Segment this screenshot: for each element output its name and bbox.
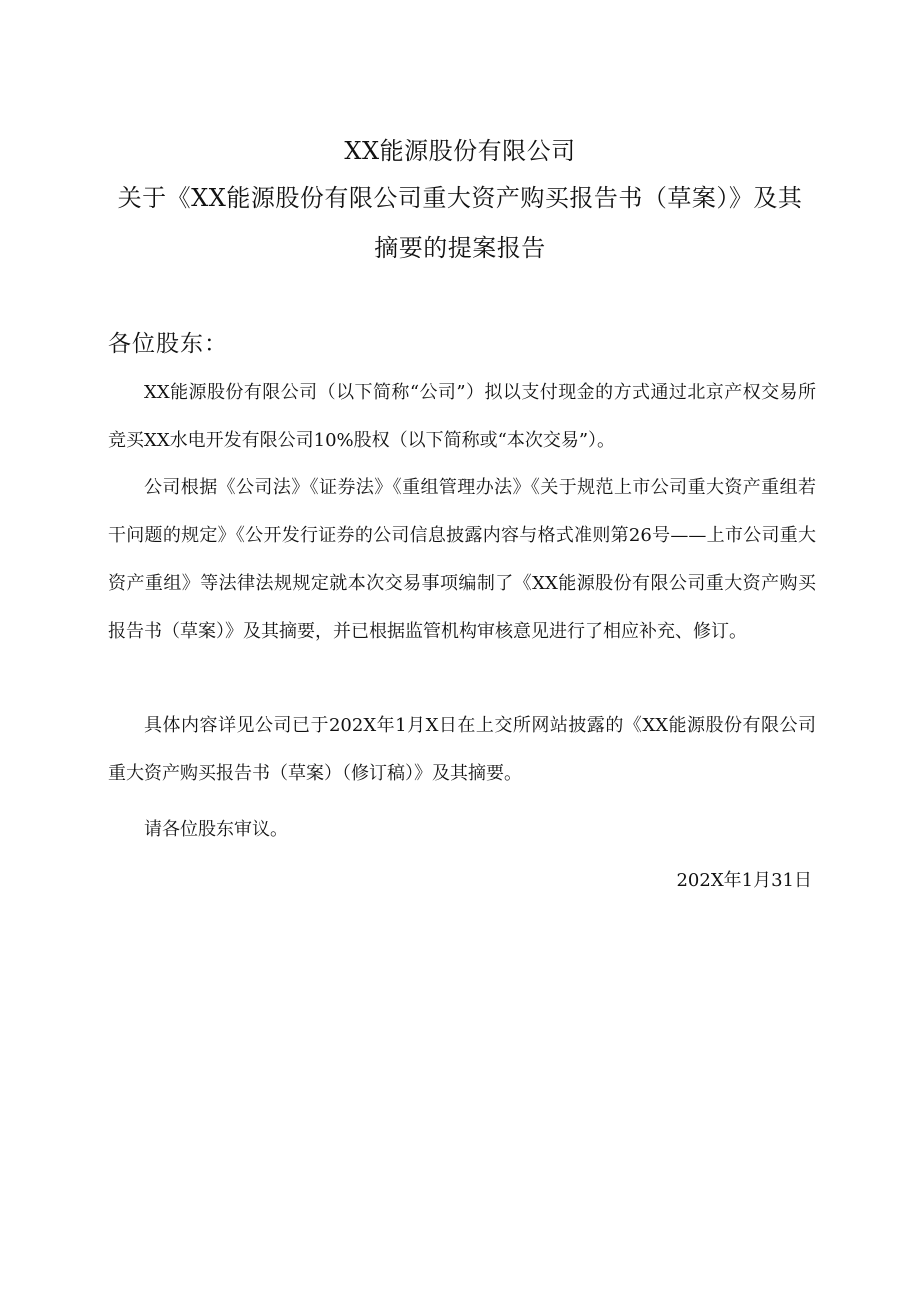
salutation: 各位股东： — [108, 331, 228, 357]
report-title-line-2: 摘要的提案报告 — [374, 234, 546, 262]
paragraph-legal-basis: 公司根据《公司法》《证券法》《重组管理办法》《关于规范上市公司重大资产重组若干问题的规定》《公开发行证券的公司信息披露内容与格式准则第26号——上市公司重大资产重组》等法律法规规定就本次交易事项编制了《XX能源股份有限公司重大资产购买报告书（草案）》及其摘要，并已根据监管机构审核意见进行了相应补充、修订。 — [108, 477, 816, 642]
paragraph-transaction-overview: XX能源股份有限公司（以下简称“公司”）拟以支付现金的方式通过北京产权交易所竞买XX水电开发有限公司10%股权（以下简称或“本次交易”）。 — [108, 382, 816, 451]
paragraph-request-review: 请各位股东审议。 — [144, 819, 288, 840]
company-title: XX能源股份有限公司 — [344, 137, 576, 165]
paragraph-disclosure-details: 具体内容详见公司已于202X年1月X日在上交所网站披露的《XX能源股份有限公司重大资产购买报告书（草案）（修订稿）》及其摘要。 — [108, 715, 816, 784]
report-title-line-1: 关于《XX能源股份有限公司重大资产购买报告书（草案）》及其 — [117, 184, 803, 212]
document-date: 202X年1月31日 — [676, 870, 812, 891]
